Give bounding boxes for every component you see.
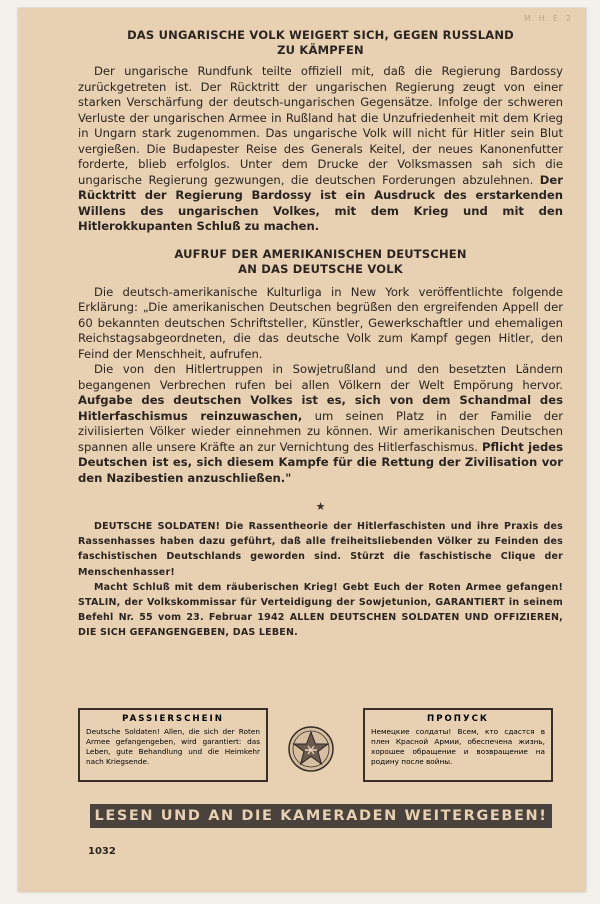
leaflet-content xyxy=(78,28,563,641)
section2-title-line2: AN DAS DEUTSCHE VOLK xyxy=(238,261,403,276)
appeal-para1: DEUTSCHE SOLDATEN! Die Rassentheorie der Hitlerfaschisten und ihre Praxis des Rassenhasses haben dazu geführt, daß alle freiheitsliebenden Völker zu Feinden des faschistischen Deutschlands geworden sind. Stürzt die faschistische Clique der Menschenhasser! xyxy=(78,521,563,578)
passes-row xyxy=(78,708,553,790)
section2-para1: Die deutsch-amerikanische Kulturliga in New York veröffentlichte folgende Erklärung: „Die amerikanischen Deutschen begrüßen den ergreifenden Appell der 60 bekannten deutschen Schriftsteller, Künstler, Gewerkschaftler und ehemaligen Reichstagsabgeordneten, die das deutsche Volk zum Kampf gegen Hitler, den Feind der Menschheit, aufrufen. xyxy=(78,284,563,361)
german-pass-title: PASSIERSCHEIN xyxy=(122,714,224,724)
section2-para2-regular: Die von den Hitlertruppen in Sowjetrußland und den besetzten Ländern begangenen Verbrechen rufen bei allen Völkern der Welt Empörung hervor. xyxy=(78,362,563,392)
russian-pass-title: ПРОПУСК xyxy=(427,714,489,724)
german-pass xyxy=(78,708,268,782)
section1-body xyxy=(78,64,563,235)
russian-pass-text: Немецкие солдаты! Всем, кто сдастся в плен Красной Армии, обеспечена жизнь, хорошее обращение и возвращение на родину после войны. xyxy=(371,727,545,766)
section2-para2-bold2: Pflicht jedes Deutschen ist es, sich diesem Kampfe für die Rettung der Zivilisation vor den Nazibestien anzuschließen." xyxy=(78,439,564,485)
russian-pass xyxy=(363,708,553,782)
section2-para2-regular2: um seinen Platz in der Familie der zivilisierten Völker wieder einnehmen zu können. Wir amerikanischen Deutschen spannen alle unsere Kräfte an zur Vernichtung des Hitlerfaschismus. xyxy=(78,408,564,454)
document-number: 1032 xyxy=(88,846,116,857)
corner-mark: M. H. E. 2 xyxy=(523,14,572,23)
section2-para2 xyxy=(78,362,563,486)
soviet-star-emblem-icon xyxy=(286,724,336,774)
section2-title-line1: AUFRUF DER AMERIKANISCHEN DEUTSCHEN xyxy=(174,246,467,261)
appeal-para2: Macht Schluß mit dem räuberischen Krieg! Gebt Euch der Roten Armee gefangen! STALIN, der Volkskommissar für Verteidigung der Sowjetunion, GARANTIERT in seinem Befehl Nr. 55 vom 23. Februar 1942 ALLEN DEUTSCHEN SOLDATEN UND OFFIZIEREN, DIE SICH GEFANGENGEBEN, DAS LEBEN. xyxy=(78,581,563,639)
pass-it-on-banner: LESEN UND AN DIE KAMERADEN WEITERGEBEN! xyxy=(90,804,552,828)
section2-para2-bold1: Aufgabe des deutschen Volkes ist es, sich von dem Schandmal des Hitlerfaschismus reinzuwaschen, xyxy=(78,393,563,423)
section1-body-regular: Der ungarische Rundfunk teilte offiziell mit, daß die Regierung Bardossy zurückgetreten ist. Der Rücktritt der ungarischen Regierung zeugt von einer starken Verschärfung der deutsch-ungarischen Gegensätze. Infolge der schweren Verluste der ungarischen Armee in Rußland hat die Unzufriedenheit mit dem Krieg in Ungarn stark zugenommen. Das ungarische Volk will nicht für Hitler sein Blut vergießen. Die Budapester Reise des Generals Keitel, der neues Kanonenfutter forderte, blieb erfolglos. Unter dem Drucke der Volksmassen sah sich die ungarische Regierung gezwungen, die deutschen Forderungen abzulehnen. xyxy=(78,64,563,187)
section1-title-line2: ZU KÄMPFEN xyxy=(277,43,364,57)
german-pass-text: Deutsche Soldaten! Allen, die sich der Roten Armee gefangengeben, wird garantiert: das Leben, gute Behandlung und die Heimkehr nach Kriegsende. xyxy=(86,727,260,766)
leaflet-sheet xyxy=(18,8,586,892)
star-divider-icon: ★ xyxy=(315,500,326,513)
section1-title-line1: DAS UNGARISCHE VOLK WEIGERT SICH, GEGEN RUSSLAND xyxy=(127,28,514,42)
section1-body-bold: Der Rücktritt der Regierung Bardossy ist ein Ausdruck des erstarkenden Willens des ungarischen Volkes, mit dem Krieg und mit den Hitlerokkupanten Schluß zu machen. xyxy=(78,172,563,233)
